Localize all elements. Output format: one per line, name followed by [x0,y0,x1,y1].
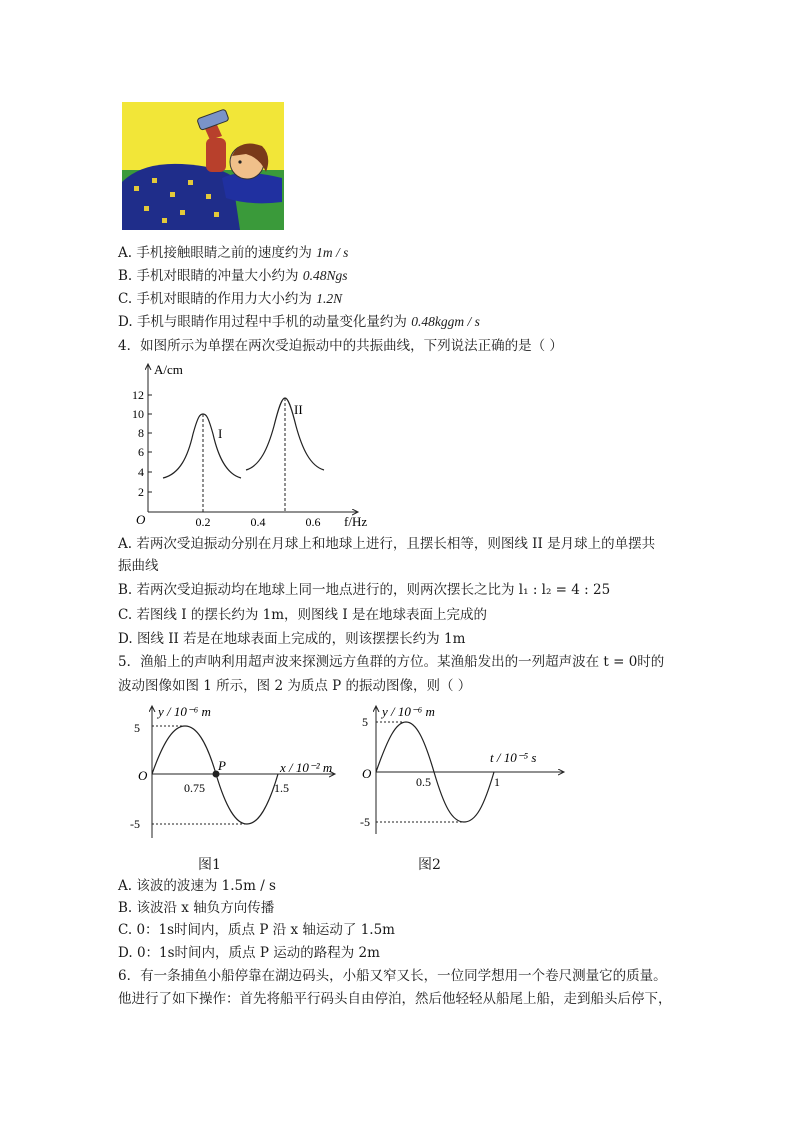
y-tick-2: 2 [138,485,144,499]
fig2-x-label: t / 10⁻⁵ s [490,750,537,765]
fig2-y-tick-neg5: -5 [360,815,370,829]
x-tick-0.2: 0.2 [195,515,211,529]
fig1-x-tick-1.5: 1.5 [274,781,289,795]
q4-option-a: A. 若两次受迫振动分别在月球上和地球上进行，且摆长相等，则图线 II 是月球上的单摆共 [118,536,656,552]
fig1-x-label: x / 10⁻² m [280,760,333,775]
y-ticks [132,388,152,499]
fig2-origin: O [362,766,372,781]
fig1-origin: O [138,768,148,783]
x-tick-0.6: 0.6 [305,515,321,529]
q5-stem-1: 5．渔船上的声呐利用超声波来探测远方鱼群的方位。某渔船发出的一列超声波在 t = 0时的 [118,654,665,670]
fig1-y-label: y / 10⁻⁶ m [158,704,211,719]
origin-label: O [136,512,146,527]
x-ticks [196,515,321,529]
q6-line-1: 6．有一条捕鱼小船停靠在湖边码头，小船又窄又长，一位同学想用一个卷尺测量它的质量。 [118,968,667,984]
resonance-chart [130,358,380,530]
y-tick-8: 8 [138,426,144,440]
phone-reading-illustration [122,102,284,230]
curve-I [163,414,241,478]
y-tick-12: 12 [132,388,144,402]
q4-option-a-cont: 振曲线 [118,558,159,574]
fig2-x-tick-1: 1 [494,775,500,789]
q3-option-d: D. 手机与眼睛作用过程中手机的动量变化量约为 0.48kggm / s [118,314,480,330]
y-tick-4: 4 [138,465,144,479]
q5-option-b: B. 该波沿 x 轴负方向传播 [118,900,275,916]
fig2-y-tick-5: 5 [362,715,368,729]
q5-option-c: C. 0：1s时间内，质点 P 沿 x 轴运动了 1.5m [118,922,395,938]
fig2-y-label: y / 10⁻⁶ m [382,704,435,719]
fig1-y-tick-5: 5 [134,721,140,735]
q4-stem: 4．如图所示为单摆在两次受迫振动中的共振曲线，下列说法正确的是（ ） [118,338,563,354]
q6-line-2: 他进行了如下操作：首先将船平行码头自由停泊，然后他轻轻从船尾上船，走到船头后停下， [118,991,672,1007]
y-tick-6: 6 [138,445,144,459]
q3-option-a: A. 手机接触眼睛之前的速度约为 1m / s [118,245,349,261]
point-p-label: P [218,758,226,773]
curve-II-label: II [294,402,303,417]
fig2-caption: 图2 [418,857,441,873]
q3-option-b: B. 手机对眼睛的冲量大小约为 0.48Ngs [118,268,348,284]
wave-graph-fig1 [130,700,345,840]
fig2-x-tick-0.5: 0.5 [416,775,431,789]
y-axis-label: A/cm [154,362,183,377]
curve-I-label: I [218,426,223,441]
vibration-graph-fig2 [356,700,571,835]
q5-stem-2: 波动图像如图 1 所示，图 2 为质点 P 的振动图像，则（ ） [118,678,472,694]
q4-option-c: C. 若图线 I 的摆长约为 1m，则图线 I 是在地球表面上完成的 [118,607,487,623]
y-tick-10: 10 [132,407,144,421]
x-axis-label: f/Hz [344,514,368,529]
q5-option-a: A. 该波的波速为 1.5m / s [118,878,276,894]
fig1-x-tick-0.75: 0.75 [184,781,205,795]
q5-option-d: D. 0：1s时间内，质点 P 运动的路程为 2m [118,945,380,961]
q4-option-d: D. 图线 II 若是在地球表面上完成的，则该摆摆长约为 1m [118,631,466,647]
q4-option-b: B. 若两次受迫振动均在地球上同一地点进行的，则两次摆长之比为 l₁ : l₂ = 4 : 25 [118,582,611,598]
x-tick-0.4: 0.4 [250,515,266,529]
fig1-y-tick-neg5: -5 [130,817,140,831]
q3-option-c: C. 手机对眼睛的作用力大小约为 1.2N [118,291,343,307]
fig1-caption: 图1 [198,857,221,873]
